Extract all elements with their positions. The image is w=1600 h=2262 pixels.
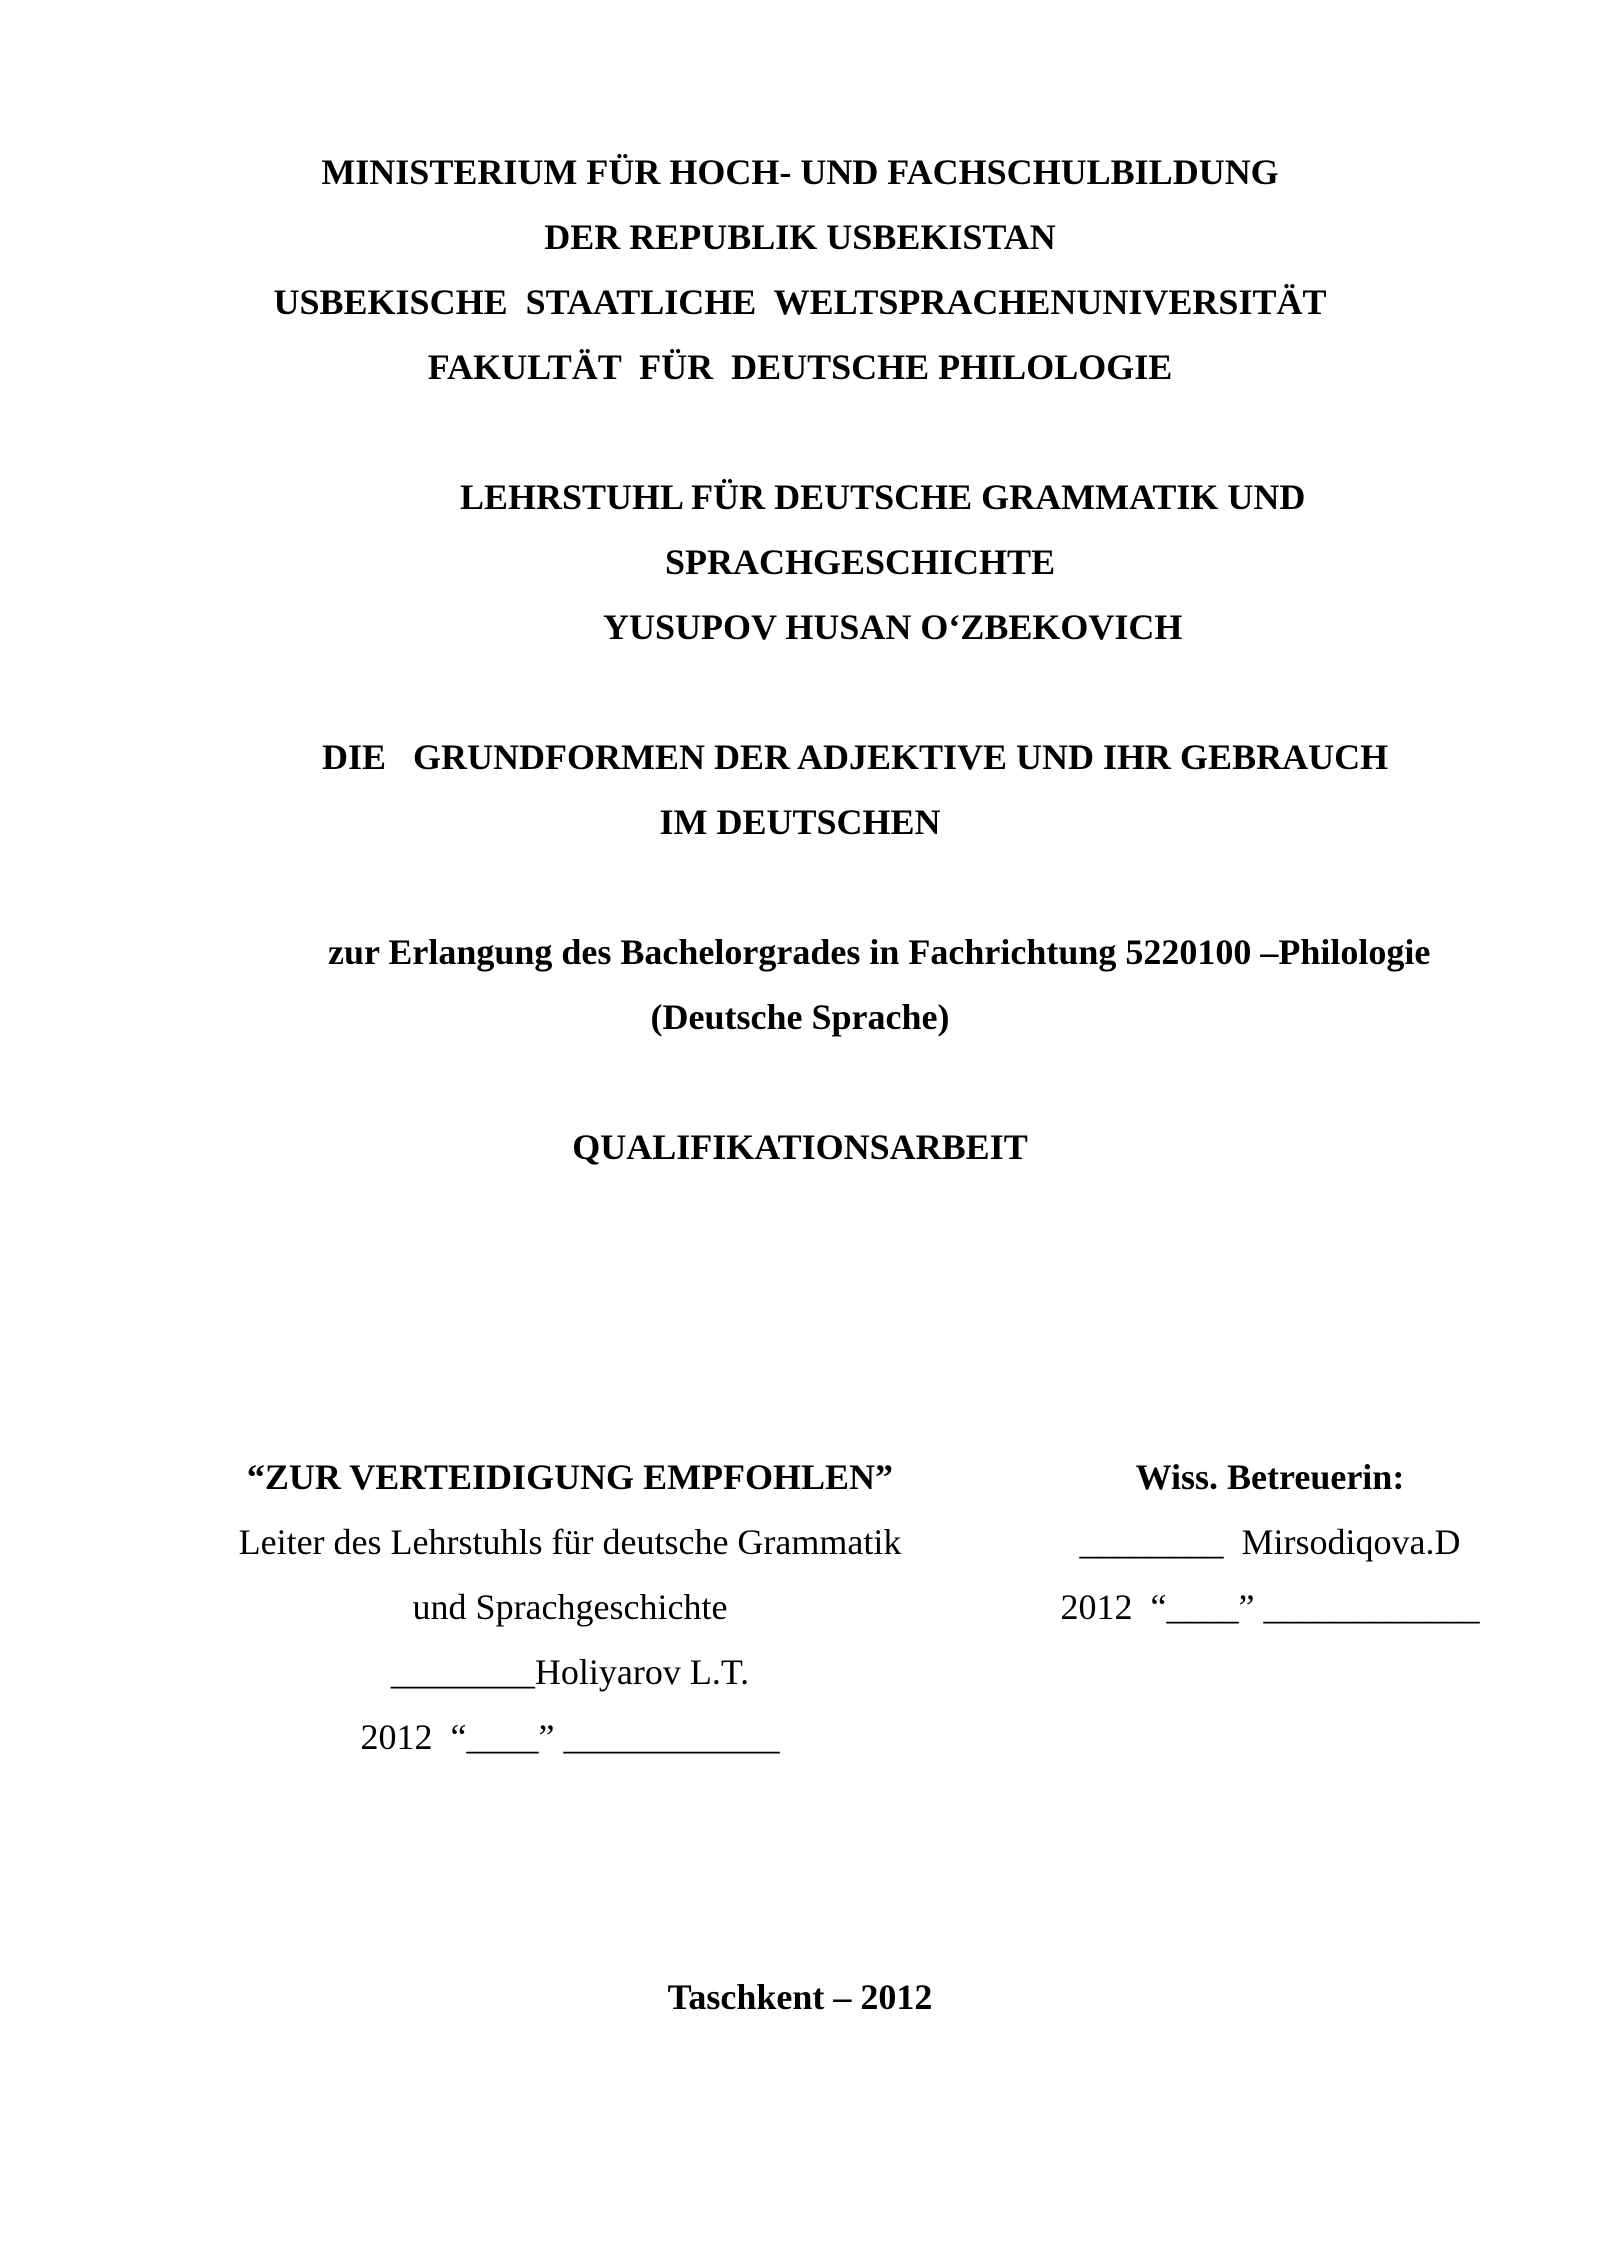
ministry-line-2: DER REPUBLIK USBEKISTAN: [544, 217, 1056, 257]
purpose-line-2: (Deutsche Sprache): [650, 997, 950, 1037]
chair-head-signature: ________Holiyarov L.T.: [390, 1652, 750, 1692]
university-name: USBEKISCHE STAATLICHE WELTSPRACHENUNIVERSITÄT: [273, 282, 1327, 322]
chair-head-line-2: und Sprachgeschichte: [412, 1587, 728, 1627]
ministry-line-1: MINISTERIUM FÜR HOCH- UND FACHSCHULBILDUNG: [321, 152, 1279, 192]
author-name: YUSUPOV HUSAN O‘ZBEKOVICH: [603, 607, 1183, 647]
chair-line-2: SPRACHGESCHICHTE: [665, 542, 1056, 582]
work-type: QUALIFIKATIONSARBEIT: [572, 1127, 1028, 1167]
chair-head-date: 2012 “____” ____________: [360, 1717, 780, 1757]
place-and-year: Taschkent – 2012: [667, 1977, 933, 2017]
chair-line-1: LEHRSTUHL FÜR DEUTSCHE GRAMMATIK UND: [460, 477, 1306, 517]
chair-head-line-1: Leiter des Lehrstuhls für deutsche Grammatik: [238, 1522, 902, 1562]
recommendation-heading: “ZUR VERTEIDIGUNG EMPFOHLEN”: [246, 1457, 894, 1497]
faculty-name: FAKULTÄT FÜR DEUTSCHE PHILOLOGIE: [427, 347, 1173, 387]
thesis-title-line-2: IM DEUTSCHEN: [659, 802, 941, 842]
supervisor-heading: Wiss. Betreuerin:: [1135, 1457, 1405, 1497]
thesis-title-line-1: DIE GRUNDFORMEN DER ADJEKTIVE UND IHR GEBRAUCH: [322, 737, 1389, 777]
supervisor-signature: ________ Mirsodiqova.D: [1079, 1522, 1461, 1562]
supervisor-date: 2012 “____” ____________: [1060, 1587, 1480, 1627]
purpose-line-1: zur Erlangung des Bachelorgrades in Fachrichtung 5220100 –Philologie: [328, 932, 1431, 972]
